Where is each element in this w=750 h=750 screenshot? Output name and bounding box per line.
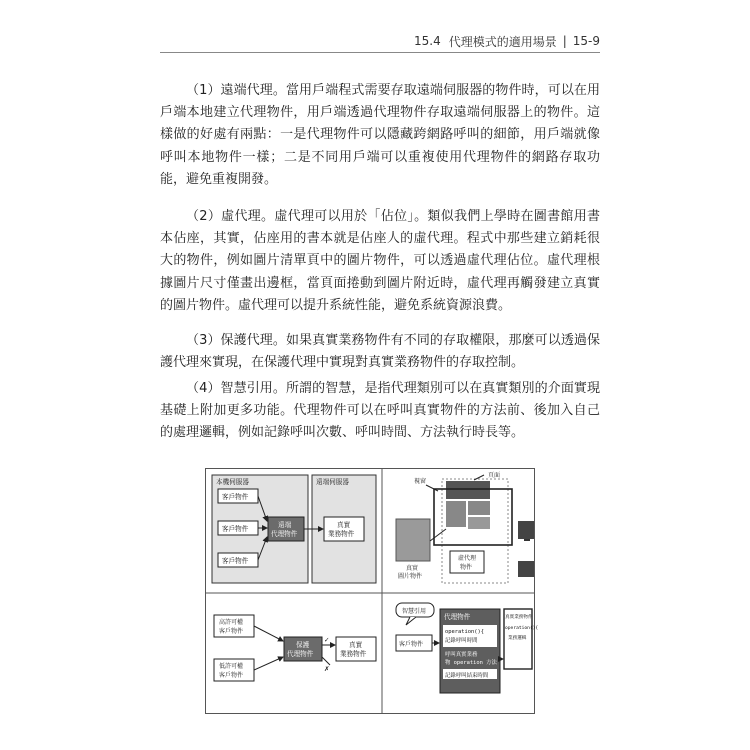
offscreen-image-2 (518, 561, 534, 577)
viewport-label: 視窗 (414, 478, 427, 485)
section-title: 代理模式的適用場景 (448, 34, 557, 49)
proxy-scenarios-figure (205, 468, 539, 714)
page-image-3 (468, 501, 490, 515)
remote-proxy-diagram (212, 475, 376, 583)
smart-proxy-title: 代理物件 (444, 613, 471, 621)
client-label-1: 客戶物件 (222, 493, 249, 501)
header-rule (160, 52, 600, 53)
local-server-label: 本機伺服器 (216, 478, 249, 486)
high-client-label-1: 高許可權 (219, 619, 244, 626)
low-client-label-1: 低許可權 (219, 663, 244, 670)
high-client-label-2: 客戶物件 (219, 628, 244, 635)
smart-reference-label: 智慧引用 (402, 608, 427, 615)
smart-proxy-op3: 呼叫真實業務 (445, 652, 478, 658)
smart-proxy-op2: 記錄呼叫時間 (445, 638, 478, 644)
deny-cross-icon: ✗ (324, 665, 330, 673)
real-object-label-1: 真實 (337, 521, 351, 529)
page-image-4 (468, 517, 490, 529)
smart-client-label: 客戶物件 (399, 641, 424, 648)
paragraph-virtual-proxy: （2）虛代理。虛代理可以用於「佔位」。類似我們上學時在圖書館用書本佔座，其實，佔座用的書本就是佔座人的虛代理。程式中那些建立銷耗很大的物件，例如圖片清單頁中的圖片物件，可以透過虛代理佔位。虛代理根據圖片尺寸僅畫出邊框，當頁面捲動到圖片附近時，虛代理再觸發建立真實的圖片物件。虛代理可以提升系統性能，避免系統資源浪費。 (160, 209, 600, 313)
remote-server-label: 遠端伺服器 (316, 478, 349, 486)
section-number: 15.4 (413, 34, 441, 48)
virtual-proxy-label-2: 物件 (460, 564, 473, 571)
smart-real-op2: 業務邏輯 (508, 636, 527, 641)
smart-proxy-op5: 記錄呼叫結束時間 (445, 673, 489, 679)
smart-reference-diagram (396, 603, 538, 693)
arrow-proxy-denied (322, 657, 330, 665)
paragraph-protection-proxy: （3）保護代理。如果真實業務物件有不同的存取權限，那麼可以透過保護代理來實現，在保護代理中實現對真實業務物件的存取控制。 (160, 333, 600, 371)
real-object-label-2: 業務物件 (328, 530, 355, 538)
client-label-2: 客戶物件 (222, 525, 249, 533)
viewport-pointer (426, 485, 438, 491)
smart-proxy-op4: 物 operation 方法 (445, 660, 497, 666)
header-separator: | (562, 34, 567, 48)
smart-real-op1: operation(){ (505, 626, 539, 631)
figure-svg (206, 469, 539, 713)
smart-proxy-box (440, 609, 500, 693)
protection-proxy-label-2: 代理物件 (287, 650, 314, 658)
protection-proxy-label-1: 保護 (296, 641, 310, 649)
arrow-low-proxy (254, 657, 283, 670)
remote-proxy-label-2: 代理物件 (271, 530, 298, 538)
arrow-high-proxy (254, 626, 283, 641)
real-image-box (396, 519, 430, 561)
client-label-3: 客戶物件 (222, 557, 249, 565)
protected-real-label-2: 業務物件 (340, 650, 367, 658)
low-client-label-2: 客戶物件 (219, 672, 244, 679)
protection-proxy-diagram (214, 615, 376, 681)
smart-proxy-op1: operation(){ (445, 629, 484, 635)
virtual-proxy-diagram (396, 471, 534, 583)
page-number: 15-9 (572, 34, 600, 48)
page-image-2 (446, 501, 466, 527)
allow-check-icon: ✓ (324, 636, 330, 644)
page-image-1 (446, 481, 490, 499)
paragraph-remote-proxy: （1）遠端代理。當用戶端程式需要存取遠端伺服器的物件時，可以在用戶端本地建立代理物件，用戶端透過代理物件存取遠端伺服器上的物件。這樣做的好處有兩點：一是代理物件可以隱藏跨網路呼叫的細節，用戶端就像呼叫本地物件一樣；二是不同用戶端可以重複使用代理物件的網路存取功能，避免重複開發。 (160, 83, 600, 187)
smart-real-title: 真實業務物件 (505, 615, 533, 620)
virtual-proxy-label-1: 虛代理 (458, 555, 477, 562)
bubble-tail (406, 617, 416, 625)
page-header (160, 30, 600, 52)
real-image-label-1: 真實 (406, 565, 419, 572)
paragraph-smart-reference: （4）智慧引用。所謂的智慧，是指代理類別可以在真實類別的介面實現基礎上附加更多功能。代理物件可以在呼叫真實物件的方法前、後加入自己的處理邏輯，例如記錄呼叫次數、呼叫時間、方法執行時長等。 (160, 381, 600, 441)
offscreen-image-1 (518, 521, 534, 539)
remote-proxy-label-1: 遠端 (278, 521, 292, 529)
real-image-label-2: 圖片物件 (398, 573, 423, 580)
page-label: 頁面 (488, 472, 501, 479)
protected-real-label-1: 真實 (349, 641, 363, 649)
